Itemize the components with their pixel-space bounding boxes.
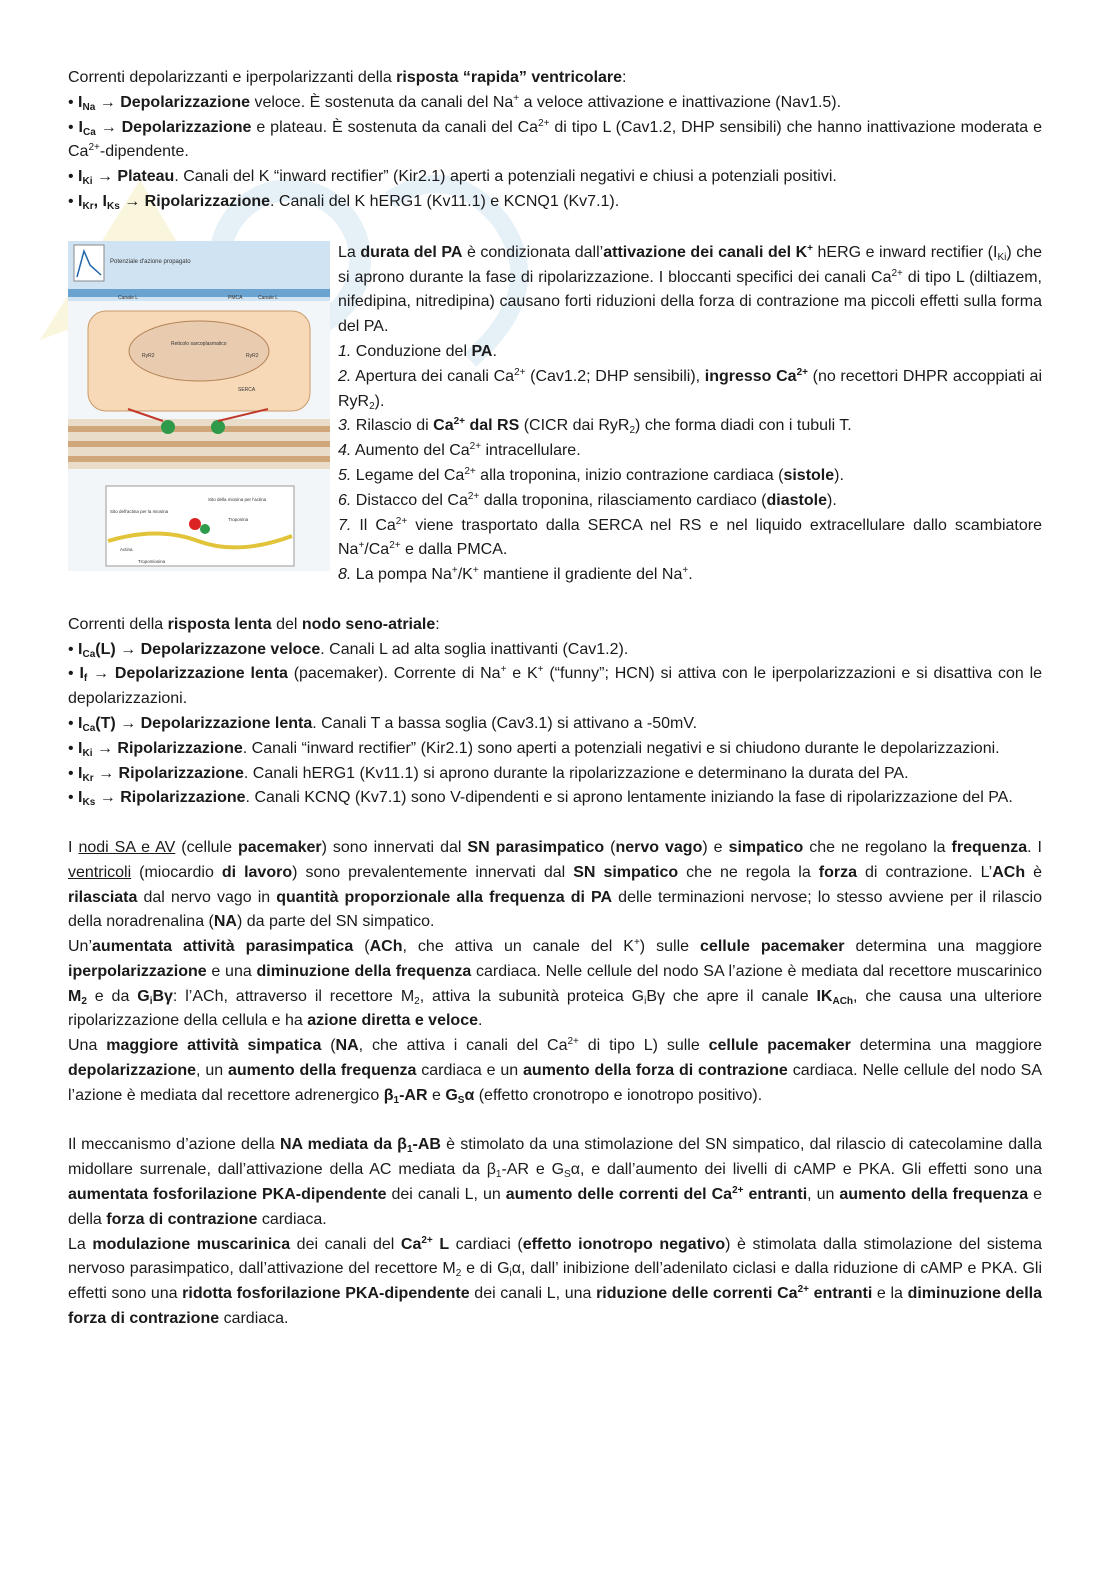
pa-step-5: 5. Legame del $Ca^{2+}$ alla troponina, inizio contrazione cardiaca (sistole). [338,465,844,484]
fast-iki: • $I_{Ki}$ → Plateau. Canali del K “inward rectifier” (Kir2.1) aperti a potenziali negativi e chiusi a potenziali positivi. [68,168,837,188]
fig-label-ryr-right: RyR2 [246,352,259,359]
fig-label-pmca: PMCA [228,294,243,301]
cardiac-ecc-figure [68,241,330,571]
fast-ina: • $I_{Na}$ → Depolarizzazione veloce. È sostenuta da canali del Na+ a veloce attivazione e inattivazione (Nav1.5). [68,92,842,113]
slow-if: • $I_f$ → Depolarizzazione lenta (pacemaker). Corrente di Na+ e K+ (“funny”; HCN) si attiva con le iperpolarizzazioni e si disattiva con le depolarizzazioni. [68,664,1043,708]
fig-label-canale-l-right: Canale L [258,294,279,301]
fast-ikr: • $I_{Kr}$, $I_{Ks}$ → Ripolarizzazione. Canali del K hERG1 (Kv11.1) e KCNQ1 (Kv7.1). [68,192,620,212]
slow-iki: • $I_{Ki}$ → Ripolarizzazione. Canali “inward rectifier” (Kir2.1) sono aperti a potenziali negativi e si chiudono durante le depolarizzazioni. [68,739,1000,759]
mechanism-muscarinic-paragraph: La modulazione muscarinica dei canali del $Ca^{2+}$ L cardiaci (effetto ionotropo negativo) è stimolata dalla stimolazione del sistema nervoso parasimpatico, dall’attivazione del recettore $M_2$ e di $G_i\alpha$, dall’ inibizione dell’adenilato ciclasi e dalla riduzione di cAMP e PKA. Gli effetti sono una ridotta fosforilazione PKA-dipendente dei canali L, una riduzione delle correnti $Ca^{2+}$ entranti e la diminuzione della forza di contrazione cardiaca. [68,1234,1043,1328]
fig-label-actin-site: Sito dell'actina per la miosina [110,508,169,514]
fig-label-actin: Actina [120,546,133,552]
pa-step-7: 7. Il $Ca^{2+}$ viene trasportato dalla SERCA nel RS e nel liquido extracellulare dallo scambiatore $Na^+/Ca^{2+}$ e dalla PMCA. [338,515,1043,559]
sympathetic-paragraph: Una maggiore attività simpatica (NA, che attiva i canali del $Ca^{2+}$ di tipo L) sulle cellule pacemaker determina una maggiore depolarizzazione, un aumento della frequenza cardiaca e un aumento della forza di contrazione cardiaca. Nelle cellule del nodo SA l’azione è mediata dal recettore adrenergico $\beta_1-AR$ e $G_S\alpha$ (effetto cronotropo e ionotropo positivo). [68,1036,1043,1106]
pa-step-3: 3. Rilascio di $Ca^{2+}$ dal RS (CICR dai RyR$_2$) che forma diadi con i tubuli T. [338,416,852,437]
pa-step-1: 1. Conduzione del PA. [338,342,497,360]
pa-intro: La durata del PA è condizionata dall’attivazione dei canali del K+ hERG e inward rectifier $(I_{Ki})$ che si aprono durante la fase di ripolarizzazione. I bloccanti specifici dei canali $Ca^{2+}$ di tipo L (diltiazem, nifedipina, nitredipina) causano forti riduzioni della forza di contrazione ma piccoli effetti sulla forma del PA. [338,242,1043,336]
fig-label-myosin-site: Sito della miosina per l'actina [208,496,267,502]
document-page [68,66,1042,1332]
mechanism-na-paragraph: Il meccanismo d’azione della NA mediata da $\beta_1-AB$ è stimolato da una stimolazione del SN simpatico, dal rilascio di catecolamine dalla midollare surrenale, dall’attivazione della AC mediata da $\beta_1-AR$ e $G_S\alpha$, e dall’aumento dei livelli di cAMP e PKA. Gli effetti sono una aumentata fosforilazione PKA-dipendente dei canali L, un aumento delle correnti del $Ca^{2+}$ entranti, un aumento della frequenza e della forza di contrazione cardiaca. [68,1136,1043,1228]
fig-label-canale-l-left: Canale L [118,294,139,301]
pa-text [338,241,1042,588]
slow-heading: Correnti della risposta lenta del nodo seno-atriale: [68,615,440,633]
slow-iks: • $I_{Ks}$ → Ripolarizzazione. Canali KCNQ (Kv7.1) sono V-dipendenti e si aprono lentamente iniziando la fase di ripolarizzazione del PA. [68,789,1013,809]
slow-ikr: • $I_{Kr}$ → Ripolarizzazione. Canali hERG1 (Kv11.1) si aprono durante la ripolarizzazione e determinano la durata del PA. [68,764,909,784]
slow-icat: • $I_{Ca}(T)$ → Depolarizzazione lenta. Canali T a bassa soglia (Cav3.1) si attivano a -50mV. [68,714,698,734]
fig-title: Potenziale d'azione propagato [110,258,191,265]
pa-step-6: 6. Distacco del $Ca^{2+}$ dalla troponina, rilasciamento cardiaco (diastole). [338,490,837,509]
fig-label-rs: Reticolo sarcoplasmatico [171,340,227,347]
fig-label-tropomyosin: Tropomiosina [138,558,166,564]
pa-step-4: 4. Aumento del $Ca^{2+}$ intracellulare. [338,441,581,460]
fig-label-ryr-left: RyR2 [142,352,155,359]
fast-heading: Correnti depolarizzanti e iperpolarizzanti della risposta “rapida” ventricolare: [68,69,627,86]
parasympathetic-paragraph: Un’aumentata attività parasimpatica (ACh, che attiva un canale del K+) sulle cellule pacemaker determina una maggiore iperpolarizzazione e una diminuzione della frequenza cardiaca. Nelle cellule del nodo SA l’azione è mediata dal recettore muscarinico $M_2$ e da $G_iB\gamma$: l’ACh, attraverso il recettore $M_2$, attiva la subunità proteica $G_iB\gamma$ che apre il canale $IK_{ACh}$, che causa una ulteriore ripolarizzazione della cellula e ha azione diretta e veloce. [68,937,1043,1030]
fig-label-serca: SERCA [238,386,256,393]
fig-label-troponin: Troponina [228,516,249,522]
innervation-paragraph: I nodi SA e AV (cellule pacemaker) sono innervati dal SN parasimpatico (nervo vago) e simpatico che ne regolano la frequenza. I ventricoli (miocardio di lavoro) sono prevalentemente innervati dal SN simpatico che ne regola la forza di contrazione. L’ACh è rilasciata dal nervo vago in quantità proporzionale alla frequenza di PA delle terminazioni nervose; lo stesso avviene per il rilascio della noradrenalina (NA) da parte del SN simpatico. [68,838,1043,931]
pa-step-2: 2. Apertura dei canali $Ca^{2+}$ (Cav1.2; DHP sensibili), ingresso $Ca^{2+}$ (no recettori DHPR accoppiati ai RyR$_2$). [338,366,1043,412]
slow-ical: • $I_{Ca}(L)$ → Depolarizzazone veloce. Canali L ad alta soglia inattivanti (Cav1.2). [68,640,629,660]
pa-step-8: 8. La pompa Na+/K+ mantiene il gradiente del Na+. [338,565,693,584]
fast-ica: • $I_{Ca}$ → Depolarizzazione e plateau. È sostenuta da canali del $Ca^{2+}$ di tipo L (Cav1.2, DHP sensibili) che hanno inattivazione moderata e $Ca^{2+}$-dipendente. [68,117,1043,161]
